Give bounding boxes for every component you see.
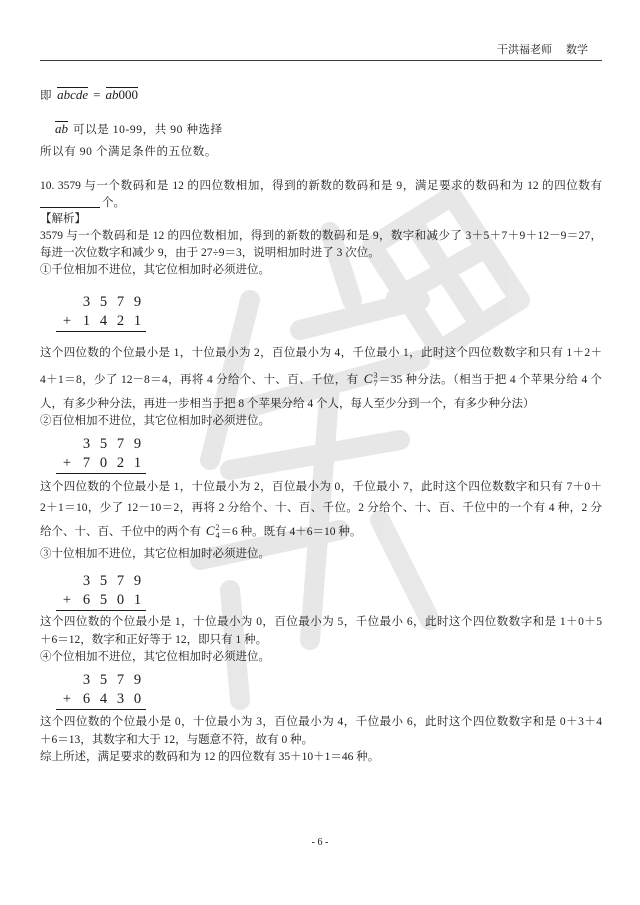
recap-choices-line [55, 121, 223, 138]
case-heading-3: ③十位相加不进位，其它位相加时必须进位。 [40, 548, 270, 560]
case-1-line-with-combination [40, 369, 602, 390]
vertical-addition-case-3 [56, 572, 146, 611]
combination-subscript: 4 [215, 531, 220, 541]
addend-bottom-row [56, 454, 146, 474]
digit: 5 [99, 672, 108, 688]
digit: 3 [116, 691, 125, 707]
combination-notation [206, 521, 220, 542]
combination-symbol: C [363, 371, 373, 386]
addend-top-row [56, 293, 146, 312]
text-before-combination: 4＋1＝8，少了 12－8＝4，再将 4 分给个、十、百、千位，有 [40, 374, 362, 386]
header-subject: 数学 [566, 44, 588, 56]
digit: 5 [99, 436, 108, 452]
case-4-line: ＋6＝13，其数字和大于 12，与题意不符，故有 0 种。 [40, 734, 314, 746]
digit: 4 [99, 313, 108, 329]
digit: 7 [116, 436, 125, 452]
case-heading-4: ④个位相加不进位，其它位相加时必须进位。 [40, 651, 270, 663]
case-2-line: 2＋1＝10，少了 12－10＝2，再将 2 分给个、十、百、千位。2 分给个、十、百、千位中的一个有 4 种，2 分 [40, 502, 602, 514]
problem-stem: 3579 与一个数码和是 12 的四位数相加，得到的新数的数码和是 9，满足要求的数码和为 12 的四位数有 [57, 180, 602, 192]
addend-bottom-row [56, 312, 146, 332]
plus-sign: + [62, 691, 72, 707]
text-before-combination: 给个、十、百、千位中的两个有 [40, 526, 204, 538]
digit: 0 [99, 455, 108, 471]
case-2-line-with-combination [40, 521, 361, 542]
combination-subscript: 7 [373, 379, 378, 389]
page-number: - 6 - [311, 837, 329, 848]
overlined-number-left: abcde [57, 87, 89, 102]
overlined-variables: ab [105, 87, 119, 102]
solution-intro-line: 3579 与一个数码和是 12 的四位数相加，得到的新数的数码和是 9，数字和减少了 3＋5＋7＋9＋12－9＝27， [40, 230, 602, 242]
digit: 1 [133, 592, 142, 608]
combination-notation [364, 369, 378, 390]
plus-sign: + [62, 313, 72, 329]
case-heading-2: ②百位相加不进位，其它位相加时必须进位。 [40, 415, 270, 427]
equation-prefix: 即 [40, 90, 53, 102]
digit: 1 [82, 313, 91, 329]
case-3-line: 这个四位数的个位最小是 1，十位最小为 0，百位最小为 5，千位最小 6，此时这个四位数数字和是 1＋0＋5 [40, 616, 602, 628]
header-divider [40, 60, 602, 61]
digit: 4 [99, 691, 108, 707]
digit: 3 [82, 436, 91, 452]
digit: 3 [82, 294, 91, 310]
case-2-line: 这个四位数的个位最小是 1，十位最小为 2，百位最小为 0，千位最小 7，此时这个四位数数字和只有 7＋0＋ [40, 481, 602, 493]
digit: 5 [99, 294, 108, 310]
digit: 7 [116, 672, 125, 688]
overlined-number-right [106, 87, 139, 101]
digit: 2 [116, 455, 125, 471]
case-1-line: 人，有多少种分法，再进一步相当于把 8 个苹果分给 4 个人，每人至少分到一个，有多少种分法） [40, 398, 535, 410]
recap-equation-line [40, 87, 138, 104]
case-1-line: 这个四位数的个位最小是 1，十位最小为 2，百位最小为 4，千位最小 1，此时这个四位数数字和只有 1＋2＋ [40, 347, 602, 359]
answer-blank [40, 195, 100, 208]
problem-stem-end: 个。 [102, 197, 125, 209]
digit: 1 [133, 313, 142, 329]
case-3-line: ＋6＝12，数字和正好等于 12，即只有 1 种。 [40, 634, 268, 646]
digit: 9 [133, 436, 142, 452]
solution-label: 【解析】 [40, 213, 86, 225]
problem-stem-line [40, 178, 602, 195]
choices-text: 可以是 10-99，共 90 种选择 [73, 124, 223, 136]
digit: 9 [133, 672, 142, 688]
case-4-line: 这个四位数的个位最小是 0，十位最小为 3，百位最小为 4，千位最小 6，此时这个四位数数字和是 0＋3＋4 [40, 716, 602, 728]
digit: 6 [82, 691, 91, 707]
header-teacher-name: 干洪福老师 [497, 44, 552, 56]
solution-summary: 综上所述，满足要求的数码和为 12 的四位数有 35＋10＋1＝46 种。 [40, 751, 380, 763]
combination-superscript: 2 [215, 523, 220, 533]
digit: 0 [133, 691, 142, 707]
digit: 3 [82, 573, 91, 589]
operator-spacer [56, 435, 78, 454]
addend-bottom-row [56, 690, 146, 710]
case-heading-1: ①千位相加不进位，其它位相加时必须进位。 [40, 264, 270, 276]
operator-spacer [56, 671, 78, 690]
digit: 7 [82, 455, 91, 471]
digit: 7 [116, 573, 125, 589]
plus-sign: + [62, 592, 72, 608]
digit: 5 [99, 573, 108, 589]
overlined-variable: ab [55, 121, 68, 136]
problem-number: 10. [40, 180, 55, 192]
text-after-combination: ＝6 种。既有 4＋6＝10 种。 [220, 526, 362, 538]
digit: 0 [116, 592, 125, 608]
operator-spacer [56, 572, 78, 591]
equals-sign: = [93, 87, 101, 102]
digit: 1 [133, 455, 142, 471]
problem-blank-line [40, 195, 125, 212]
digit: 7 [116, 294, 125, 310]
addend-top-row [56, 671, 146, 690]
addend-top-row [56, 572, 146, 591]
addend-top-row [56, 435, 146, 454]
overlined-digits: 000 [118, 87, 138, 102]
digit: 6 [82, 592, 91, 608]
vertical-addition-case-1 [56, 293, 146, 332]
digit: 9 [133, 294, 142, 310]
combination-indices [373, 372, 377, 388]
vertical-addition-case-4 [56, 671, 146, 710]
addend-bottom-row [56, 591, 146, 611]
digit: 5 [99, 592, 108, 608]
combination-superscript: 3 [373, 371, 378, 381]
digit: 9 [133, 573, 142, 589]
digit: 2 [116, 313, 125, 329]
text-after-combination: ＝35 种分法。（相当于把 4 个苹果分给 4 个 [378, 374, 602, 386]
digit: 3 [82, 672, 91, 688]
plus-sign: + [62, 455, 72, 471]
operator-spacer [56, 293, 78, 312]
recap-conclusion: 所以有 90 个满足条件的五位数。 [40, 146, 217, 158]
combination-indices [216, 524, 220, 540]
combination-symbol: C [205, 523, 215, 538]
vertical-addition-case-2 [56, 435, 146, 474]
solution-intro-line: 每进一次位数字和减少 9，由于 27÷9＝3，说明相加时进了 3 次位。 [40, 247, 380, 259]
